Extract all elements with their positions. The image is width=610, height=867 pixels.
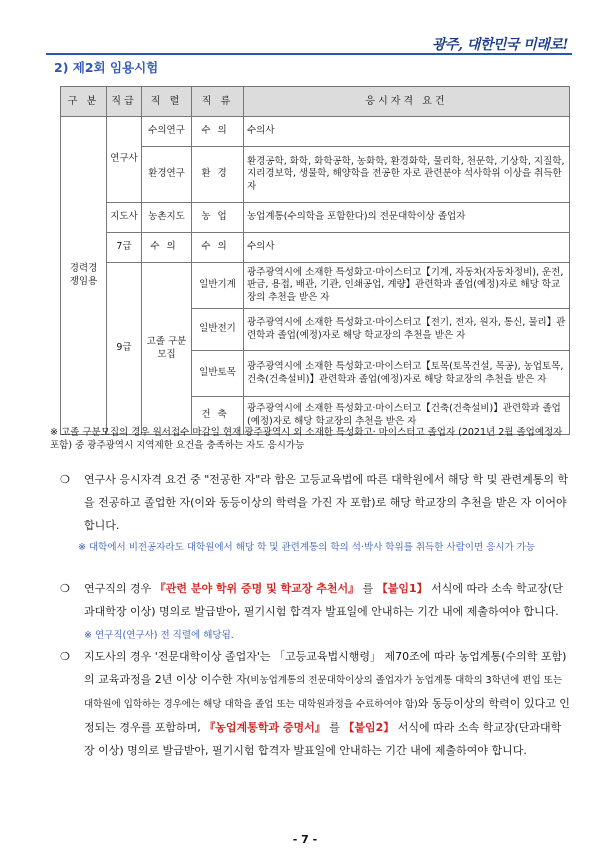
paragraph-researcher: [60, 468, 570, 556]
requirement-cell: 광주광역시에 소재한 특성화고·마이스터고【건축(건축설비)】관련학과 졸업(예정)자로 해당 학교장의 추천을 받은 자: [244, 397, 570, 435]
header-rule: [46, 53, 572, 55]
type-cell: 수의: [192, 117, 244, 147]
group-label: 경력경쟁임용: [69, 262, 98, 287]
grade-cell: 지도사: [107, 203, 142, 233]
text-span: 연구직의 경우: [84, 582, 155, 595]
qualification-table: [60, 86, 570, 435]
table-row: [61, 263, 570, 309]
grade-cell: 7급: [107, 233, 142, 263]
table-row: [61, 233, 570, 263]
type-cell: 환경: [192, 147, 244, 203]
bullet-circle-icon: ❍: [60, 650, 70, 663]
attachment-ref: 【붙임1】: [376, 582, 428, 595]
table-footnote: ※ 고졸 구분모집의 경우 원서접수 마감일 현재 광주광역시 외 소재한 특성화고· 마이스터고 졸업자 (2021년 2월 졸업예정자 포함) 중 광주광역시 지역제한 요건을 충족하는 자도 응시가능: [50, 427, 563, 452]
page-number: - 7 -: [292, 833, 318, 846]
requirement-cell: 광주광역시에 소재한 특성화고·마이스터고【전기, 전자, 원자, 통신, 물리】관련학과 졸업(예정)자로 해당 학교장의 추천을 받은 자: [244, 309, 570, 351]
paragraph-text: [84, 577, 570, 647]
bullet-circle-icon: ❍: [60, 582, 70, 595]
paragraph-research-docs: [60, 577, 570, 647]
header-requirement: 응시자격 요건: [244, 87, 570, 117]
type-cell: 일반기계: [192, 263, 244, 309]
paragraph-text: 연구사 응시자격 요건 중 "전공한 자"라 함은 고등교육법에 따른 대학원에서 해당 학 및 관련계통의 학을 전공하고 졸업한 자(이와 동등이상의 학력을 가진 자 포함)로 해당 학교장의 추천을 받은 자 이어야 합니다.: [84, 473, 569, 532]
requirement-cell: 광주광역시에 소재한 특성화고·마이스터고【토목(토목건설, 목공), 농업토목, 건축(건축설비)】관련학과 졸업(예정)자로 해당 학교장의 추천을 받은 자: [244, 351, 570, 397]
series-cell: 수의연구: [142, 117, 192, 147]
table-row: [61, 117, 570, 147]
requirement-cell: 수의사: [244, 233, 570, 263]
grade-cell: 연구사: [107, 117, 142, 203]
text-span: 서식에 따라 소속 학교장(단과대학장 이상) 명의로 발급받아, 필기시험 합격자 발표일에 안내하는 기간 내에 제출하여야 합니다.: [84, 582, 563, 618]
text-span: 를: [359, 582, 377, 595]
city-slogan-logo: 광주, 대한민국 미래로!: [432, 37, 568, 53]
header-series: 직 렬: [142, 87, 192, 117]
inline-note: ※ 연구직(연구사) 전 직렬에 해당됨.: [84, 630, 234, 641]
series-cell: 환경연구: [142, 147, 192, 203]
header-type: 직 류: [192, 87, 244, 117]
header-grade: 직급: [107, 87, 142, 117]
paragraph-note: ※ 대학에서 비전공자라도 대학원에서 해당 학 및 관련계통의 학의 석·박사 학위를 취득한 사람이면 응시가 가능: [78, 542, 536, 553]
attachment-ref: 【붙임2】: [343, 721, 395, 734]
group-label-cell: [61, 117, 107, 435]
header-category: 구 분: [61, 87, 107, 117]
series-cell: 수의: [142, 233, 192, 263]
requirement-cell: 농업계통(수의학을 포함한다)의 전문대학이상 졸업자: [244, 203, 570, 233]
table-row: [61, 203, 570, 233]
type-cell: 수의: [192, 233, 244, 263]
text-span: 서식에 따라 소속 학교장(단과대학장 이상) 명의로 발급받아, 필기시험 합격자 발표일에 안내하는 기간 내에 제출하여야 합니다.: [84, 721, 562, 757]
series-cell: 농촌지도: [142, 203, 192, 233]
series-cell: [142, 263, 192, 435]
section-title: 2) 제2회 임용시험: [54, 60, 159, 75]
table-header-row: [61, 87, 570, 117]
text-span: 지도사의 경우 '전문대학이상 졸업자'는 「고등교육법시행령」 제70조에 따라 농업계통(수의학 포함)의 교육과정을 2년 이상 이수한 자: [84, 650, 567, 686]
text-span: 와 동등이상의 학력이 있다고 인정되는 경우를 포함하며,: [84, 697, 570, 734]
type-cell: 일반토목: [192, 351, 244, 397]
text-span-small: (비농업계통의 전문대학이상의 졸업자가 농업계통 대학의 3학년에 편입 또는 대학원에 입학하는 경우에는 해당 대학을 졸업 또는 대학원과정을 수료하여야 함): [84, 675, 563, 710]
paragraph-text: [84, 645, 570, 762]
requirement-cell: 수의사: [244, 117, 570, 147]
type-cell: 농업: [192, 203, 244, 233]
grade-cell: 9급: [107, 263, 142, 435]
type-cell: 일반전기: [192, 309, 244, 351]
requirement-cell: 광주광역시에 소재한 특성화고·마이스터고【기계, 자동차(자동차정비), 운전, 판금, 용접, 배관, 기관, 인쇄공업, 계량】관련학과 졸업(예정)자로 해당 학교장의 추천을 받은 자: [244, 263, 570, 309]
series-label: 고졸 구분모집: [146, 335, 187, 360]
bullet-circle-icon: ❍: [60, 473, 70, 486]
document-name-highlight: 『농업계통학과 증명서』: [204, 721, 326, 734]
type-cell: 건축: [192, 397, 244, 435]
requirement-cell: 환경공학, 화학, 화학공학, 농화학, 환경화학, 물리학, 천문학, 기상학, 지질학, 지리경보학, 생물학, 해양학을 전공한 자로 관련분야 석사학위 이상을 취득한 자: [244, 147, 570, 203]
paragraph-instructor: [60, 645, 570, 762]
text-span: 를: [325, 721, 344, 734]
document-name-highlight: 『관련 분야 학위 증명 및 학교장 추천서』: [154, 582, 360, 595]
